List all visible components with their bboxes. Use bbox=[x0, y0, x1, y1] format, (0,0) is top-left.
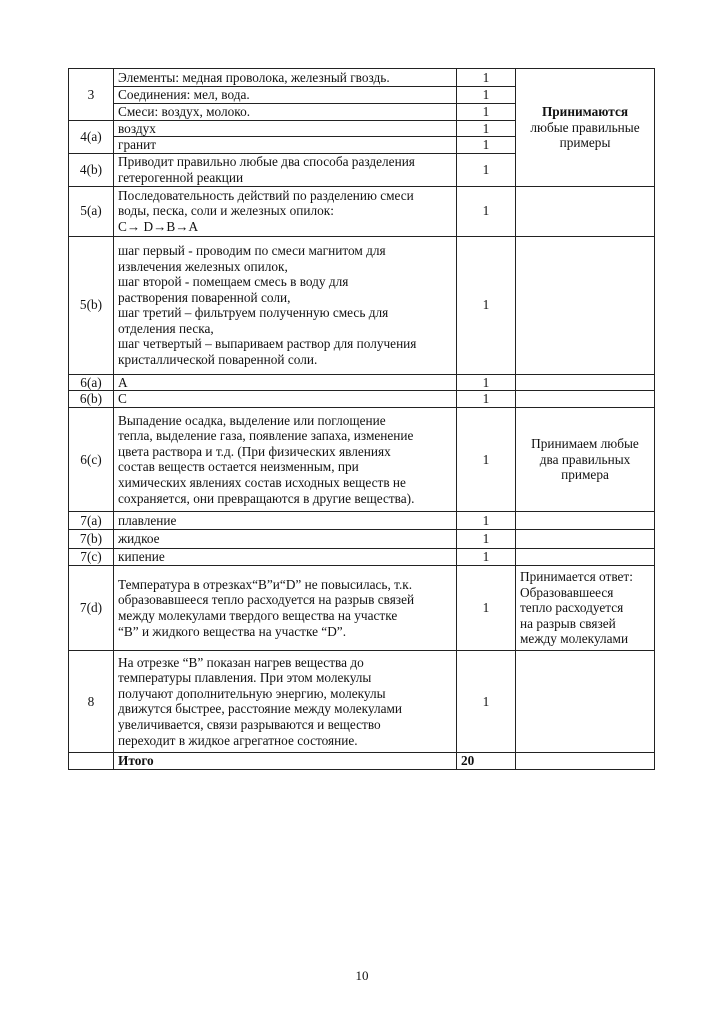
answer-text: C bbox=[114, 391, 457, 408]
question-number: 8 bbox=[69, 650, 114, 752]
answer-text: A bbox=[114, 374, 457, 391]
score-cell: 1 bbox=[457, 120, 516, 137]
note-cell-empty bbox=[516, 548, 655, 565]
total-row bbox=[69, 752, 655, 769]
table-row bbox=[69, 565, 655, 650]
note-cell-6c: Принимаем любые два правильных примера bbox=[516, 407, 655, 511]
question-number: 5(b) bbox=[69, 236, 114, 374]
score-cell: 1 bbox=[457, 186, 516, 236]
table-row bbox=[69, 69, 655, 87]
score-cell: 1 bbox=[457, 236, 516, 374]
table-row bbox=[69, 236, 655, 374]
page-number: 10 bbox=[355, 968, 369, 983]
answer-text: Приводит правильно любые два способа разделения гетерогенной реакции bbox=[114, 153, 457, 186]
note-cell-empty bbox=[516, 529, 655, 548]
score-cell: 1 bbox=[457, 69, 516, 87]
total-number-cell bbox=[69, 752, 114, 769]
answer-text: воздух bbox=[114, 120, 457, 137]
answer-text: Температура в отрезках“B”и“D” не повысилась, т.к. образовавшееся тепло расходуется на разрыв связей между молекулами твердого вещества на участке “B” и жидкого вещества на участке “D”. bbox=[114, 565, 457, 650]
question-number: 7(d) bbox=[69, 565, 114, 650]
question-number: 7(c) bbox=[69, 548, 114, 565]
score-cell: 1 bbox=[457, 137, 516, 154]
table-row bbox=[69, 529, 655, 548]
answer-text: Соединения: мел, вода. bbox=[114, 87, 457, 104]
score-cell: 1 bbox=[457, 391, 516, 408]
question-number: 4(a) bbox=[69, 120, 114, 153]
answer-text: жидкое bbox=[114, 529, 457, 548]
note-cell-empty bbox=[516, 650, 655, 752]
note-cell-empty bbox=[516, 236, 655, 374]
answer-text: кипение bbox=[114, 548, 457, 565]
question-number: 3 bbox=[69, 69, 114, 121]
question-number: 7(a) bbox=[69, 511, 114, 529]
answer-text: Последовательность действий по разделению смеси воды, песка, соли и железных опилок: C→ D→B→A bbox=[114, 186, 457, 236]
score-cell: 1 bbox=[457, 511, 516, 529]
answer-text: Элементы: медная проволока, железный гвоздь. bbox=[114, 69, 457, 87]
answer-text: плавление bbox=[114, 511, 457, 529]
answer-text: гранит bbox=[114, 137, 457, 154]
question-number: 5(a) bbox=[69, 186, 114, 236]
score-cell: 1 bbox=[457, 374, 516, 391]
note-cell-empty bbox=[516, 391, 655, 408]
table-row bbox=[69, 407, 655, 511]
table-row bbox=[69, 548, 655, 565]
score-cell: 1 bbox=[457, 650, 516, 752]
score-cell: 1 bbox=[457, 153, 516, 186]
question-number: 7(b) bbox=[69, 529, 114, 548]
score-cell: 1 bbox=[457, 407, 516, 511]
score-cell: 1 bbox=[457, 103, 516, 120]
question-number: 6(b) bbox=[69, 391, 114, 408]
question-number: 4(b) bbox=[69, 153, 114, 186]
answer-text: Смеси: воздух, молоко. bbox=[114, 103, 457, 120]
table-row bbox=[69, 511, 655, 529]
note-cell-empty bbox=[516, 186, 655, 236]
score-cell: 1 bbox=[457, 565, 516, 650]
answer-text: Выпадение осадка, выделение или поглощение тепла, выделение газа, появление запаха, изменение цвета раствора и т.д. (При физических явлениях состав веществ остается неизменным, при химических явлениях состав исходных веществ не сохраняется, они превращаются в другие вещества). bbox=[114, 407, 457, 511]
table-row bbox=[69, 374, 655, 391]
table-row bbox=[69, 186, 655, 236]
grading-table-container bbox=[68, 68, 654, 770]
note-cell-empty bbox=[516, 511, 655, 529]
note-cell-examples: Принимаются любые правильные примеры bbox=[516, 69, 655, 187]
total-note-cell bbox=[516, 752, 655, 769]
score-cell: 1 bbox=[457, 87, 516, 104]
note-cell-empty bbox=[516, 374, 655, 391]
total-score: 20 bbox=[457, 752, 516, 769]
score-cell: 1 bbox=[457, 548, 516, 565]
total-label: Итого bbox=[114, 752, 457, 769]
table-row bbox=[69, 391, 655, 408]
table-row bbox=[69, 650, 655, 752]
question-number: 6(c) bbox=[69, 407, 114, 511]
question-number: 6(a) bbox=[69, 374, 114, 391]
note-cell-7d: Принимается ответ: Образовавшееся тепло расходуется на разрыв связей между молекулами bbox=[516, 565, 655, 650]
score-cell: 1 bbox=[457, 529, 516, 548]
grading-table bbox=[68, 68, 655, 770]
answer-text: На отрезке “B” показан нагрев вещества до температуры плавления. При этом молекулы получают дополнительную энергию, молекулы движутся быстрее, расстояние между молекулами увеличивается, связи разрываются и вещество переходит в жидкое агрегатное состояние. bbox=[114, 650, 457, 752]
answer-text: шаг первый - проводим по смеси магнитом для извлечения железных опилок, шаг второй - помещаем смесь в воду для растворения поваренной соли, шаг третий – фильтруем полученную смесь для отделения песка, шаг четвертый – выпариваем раствор для получения кристаллической поваренной соли. bbox=[114, 236, 457, 374]
